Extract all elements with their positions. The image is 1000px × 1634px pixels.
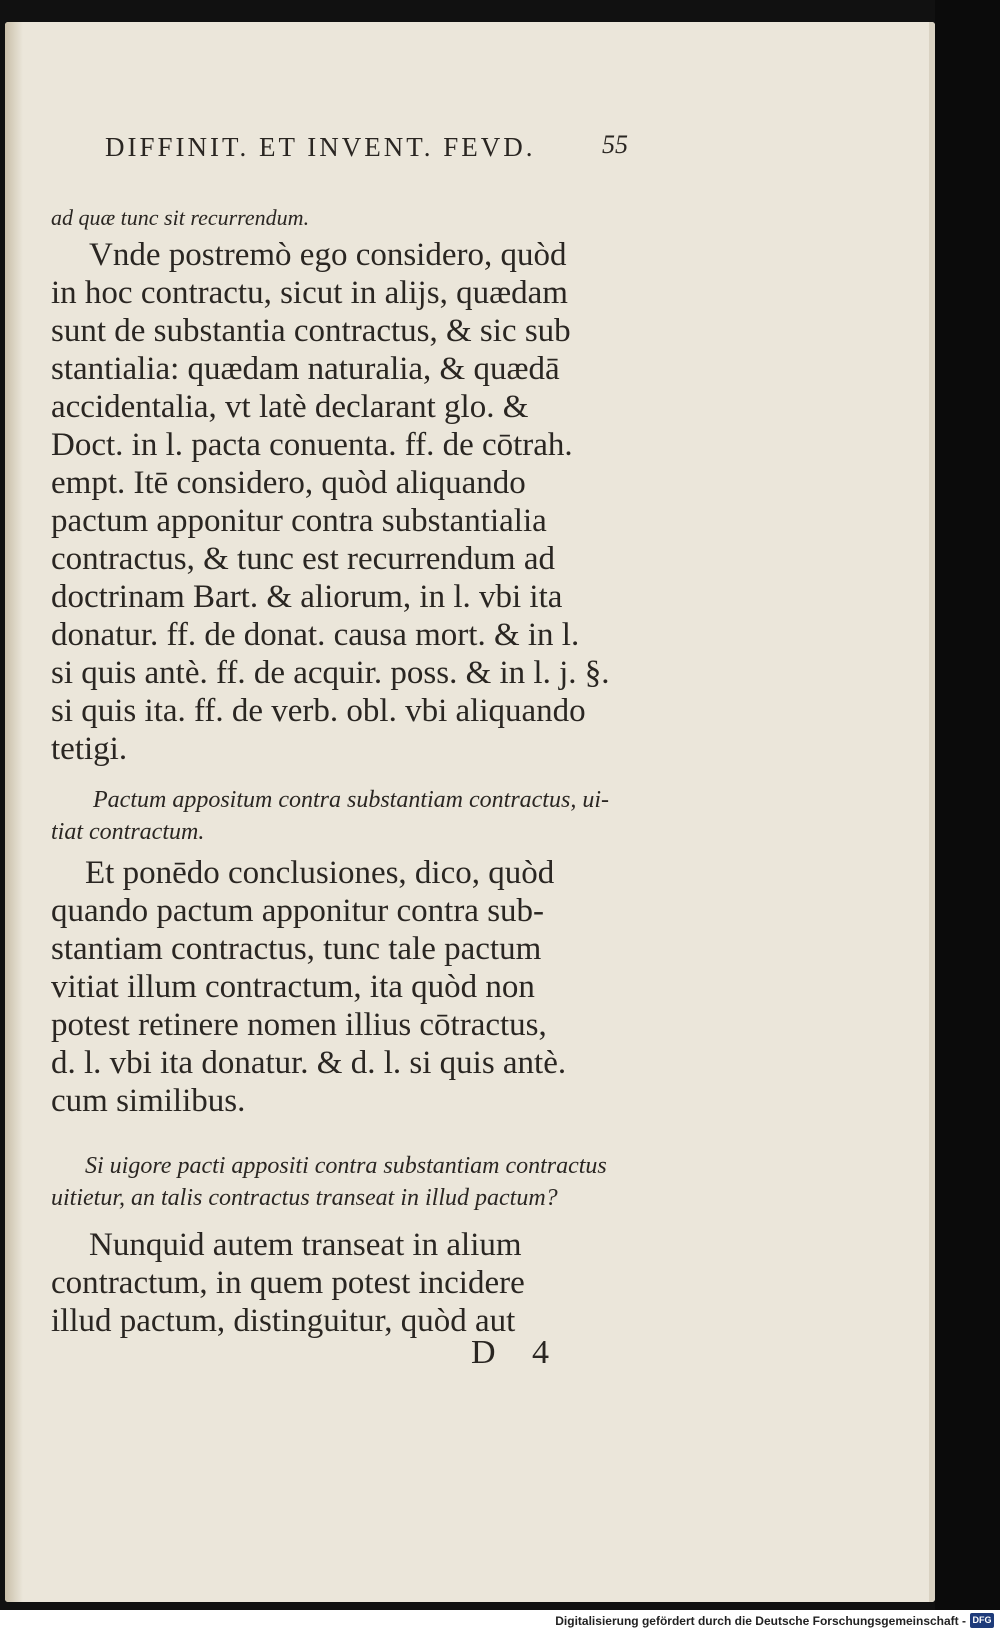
text-line: pactum apponitur contra substantialia [51, 503, 547, 539]
side-heading-1 [51, 784, 641, 848]
heading-line: Si uigore pacti appositi contra substantiam contractus [85, 1153, 607, 1179]
page-edge [929, 22, 935, 1602]
text-block [51, 202, 641, 1340]
scan-dark-margin [935, 0, 1000, 1610]
paragraph-1 [51, 236, 641, 768]
text-line: potest retinere nomen illius cōtractus, [51, 1007, 547, 1043]
text-line: Nunquid autem transeat in alium [89, 1227, 522, 1263]
text-line: in hoc contractu, sicut in alijs, quædam [51, 275, 568, 311]
book-page [5, 22, 935, 1602]
footer-bar [0, 1610, 1000, 1634]
side-heading-2 [51, 1150, 641, 1214]
text-line: contractus, & tunc est recurrendum ad [51, 541, 555, 577]
funding-credit: Digitalisierung gefördert durch die Deutsche Forschungsgemeinschaft - [555, 1614, 966, 1628]
page-number: 55 [602, 130, 628, 159]
running-head: DIFFINIT. ET INVENT. FEVD. [105, 132, 536, 162]
text-line: cum similibus. [51, 1083, 246, 1119]
text-line: si quis antè. ff. de acquir. poss. & in l. j. §. [51, 655, 610, 691]
text-line: Doct. in l. pacta conuenta. ff. de cōtrah. [51, 427, 573, 463]
text-line: sunt de substantia contractus, & sic sub [51, 313, 571, 349]
text-line: accidentalia, vt latè declarant glo. & [51, 389, 529, 425]
gutter-shadow [5, 22, 23, 1602]
text-line: tetigi. [51, 731, 128, 767]
heading-line: Pactum appositum contra substantiam contractus, ui- [93, 787, 609, 813]
text-line: empt. Itē considero, quòd aliquando [51, 465, 526, 501]
text-line: contractum, in quem potest incidere [51, 1265, 525, 1301]
text-line: d. l. vbi ita donatur. & d. l. si quis antè. [51, 1045, 567, 1081]
heading-line: tiat contractum. [51, 819, 205, 845]
paragraph-3 [51, 1226, 641, 1340]
signature-mark: D 4 [471, 1334, 564, 1371]
text-line: stantialia: quædam naturalia, & quædā [51, 351, 560, 387]
marginal-note: ad quæ tunc sit recurrendum. [51, 205, 310, 230]
text-line: quando pactum apponitur contra sub- [51, 893, 545, 929]
paragraph-2 [51, 854, 641, 1120]
dfg-logo: DFG [970, 1613, 994, 1628]
text-line: donatur. ff. de donat. causa mort. & in l. [51, 617, 580, 653]
text-line: stantiam contractus, tunc tale pactum [51, 931, 542, 967]
text-line: doctrinam Bart. & aliorum, in l. vbi ita [51, 579, 563, 615]
text-line: illud pactum, distinguitur, quòd aut [51, 1303, 516, 1339]
text-line: Vnde postremò ego considero, quòd [89, 237, 567, 273]
text-line: vitiat illum contractum, ita quòd non [51, 969, 535, 1005]
text-line: Et ponēdo conclusiones, dico, quòd [85, 855, 555, 891]
text-line: si quis ita. ff. de verb. obl. vbi aliquando [51, 693, 586, 729]
heading-line: uitietur, an talis contractus transeat in illud pactum? [51, 1185, 558, 1211]
